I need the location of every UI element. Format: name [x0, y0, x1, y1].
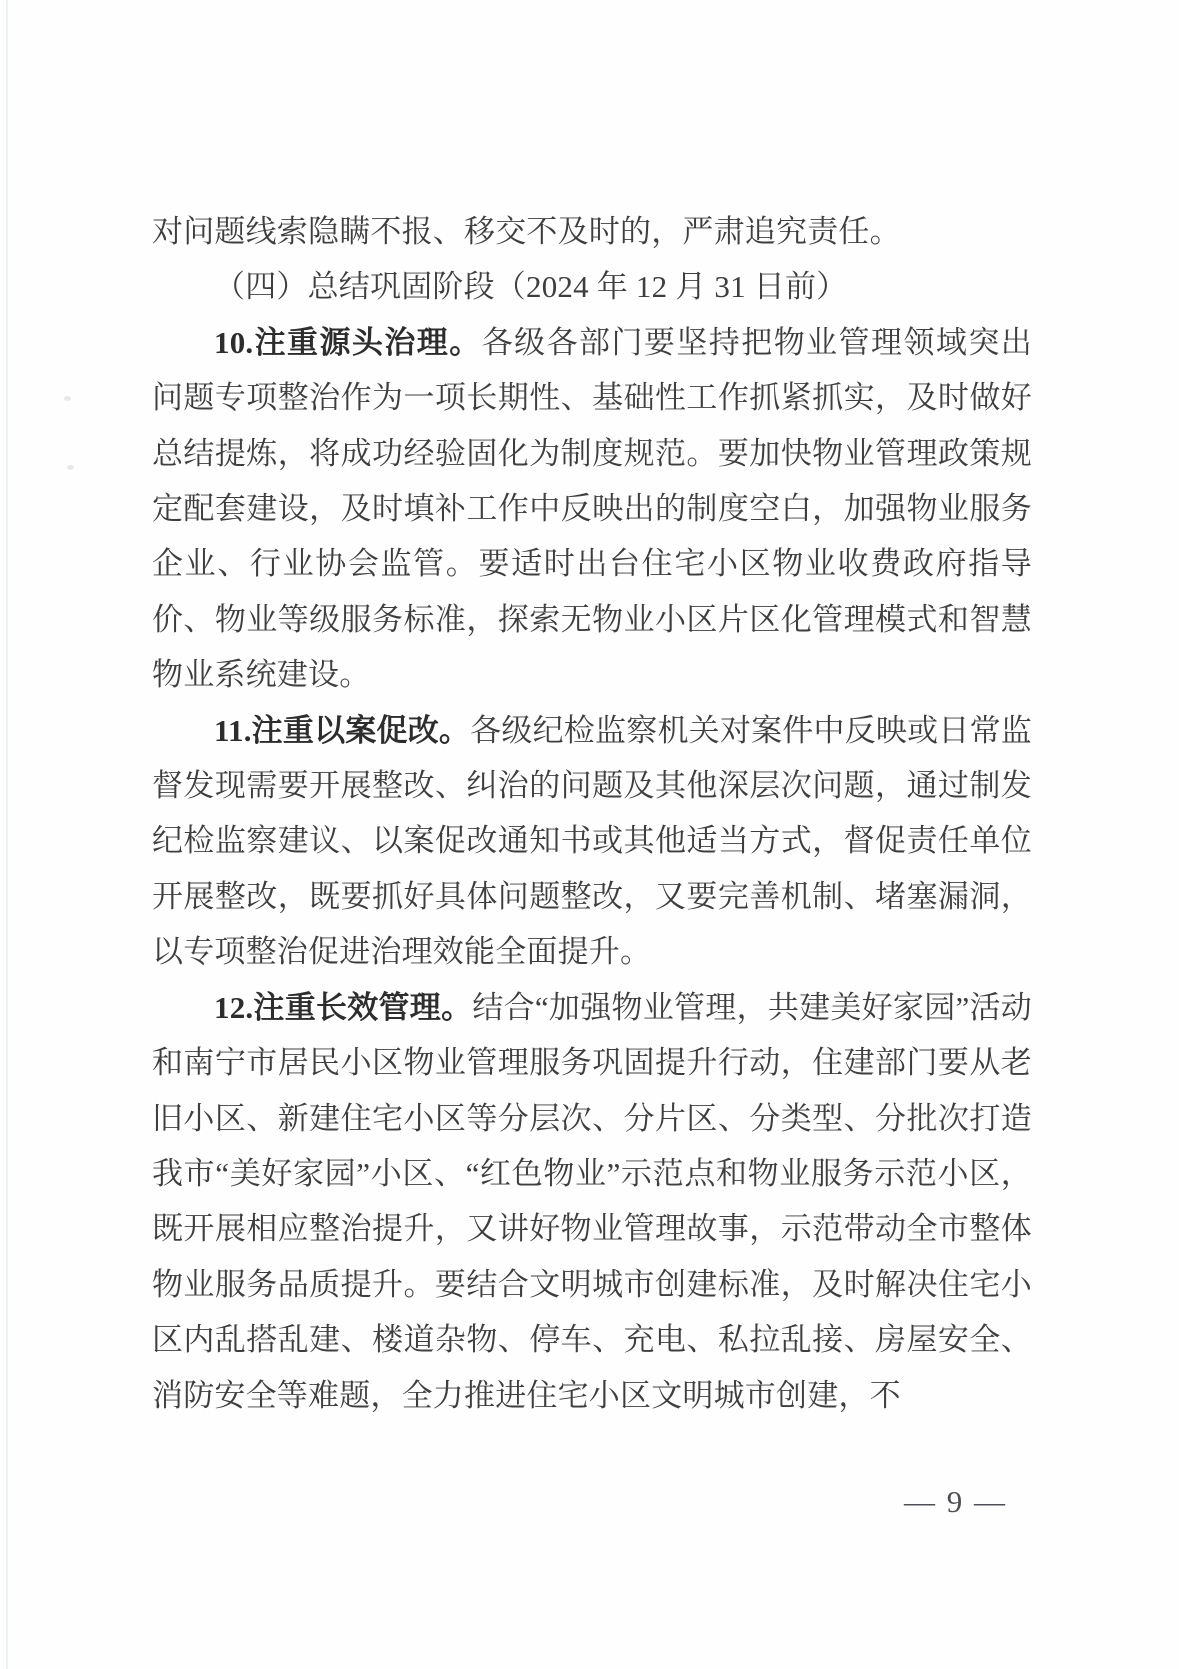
paragraph-11-lead: 11.注重以案促改。 — [214, 712, 471, 748]
paragraph-11-text: 各级纪检监察机关对案件中反映或日常监督发现需要开展整改、纠治的问题及其他深层次问题，通过制发纪检监察建议、以案促改通知书或其他适当方式，督促责任单位开展整改，既要抓好具体问题整改，又要完善机制、堵塞漏洞，以专项整治促进治理效能全面提升。 — [152, 712, 1032, 970]
page-number-text: — 9 — — [904, 1484, 1007, 1519]
paragraph-10 — [152, 315, 1032, 703]
scan-speck — [67, 465, 74, 470]
paragraph-11 — [152, 703, 1032, 980]
paragraph-12 — [152, 980, 1032, 1423]
paragraph-continuation: 对问题线索隐瞒不报、移交不及时的，严肃追究责任。 — [152, 214, 901, 249]
paragraph-10-text: 各级各部门要坚持把物业管理领域突出问题专项整治作为一项长期性、基础性工作抓紧抓实，及时做好总结提炼，将成功经验固化为制度规范。要加快物业管理政策规定配套建设，及时填补工作中反映出的制度空白，加强物业服务企业、行业协会监管。要适时出台住宅小区物业收费政府指导价、物业等级服务标准，探索无物业小区片区化管理模式和智慧物业系统建设。 — [152, 324, 1032, 693]
page-number — [904, 1484, 1007, 1520]
paragraph-12-lead: 12.注重长效管理。 — [214, 989, 473, 1025]
paragraph-12-text: 结合“加强物业管理，共建美好家园”活动和南宁市居民小区物业管理服务巩固提升行动，住建部门要从老旧小区、新建住宅小区等分层次、分片区、分类型、分批次打造我市“美好家园”小区、“红色物业”示范点和物业服务示范小区，既开展相应整治提升，又讲好物业管理故事，示范带动全市整体物业服务品质提升。要结合文明城市创建标准，及时解决住宅小区内乱搭乱建、楼道杂物、停车、充电、私拉乱接、房屋安全、消防安全等难题，全力推进住宅小区文明城市创建，不 — [152, 989, 1032, 1413]
section-heading: （四）总结巩固阶段（2024 年 12 月 31 日前） — [214, 269, 848, 305]
document-body — [152, 204, 1032, 1423]
scan-edge-artifact — [6, 0, 8, 1669]
scan-speck — [64, 396, 71, 401]
paragraph-10-lead: 10.注重源头治理。 — [214, 324, 482, 360]
